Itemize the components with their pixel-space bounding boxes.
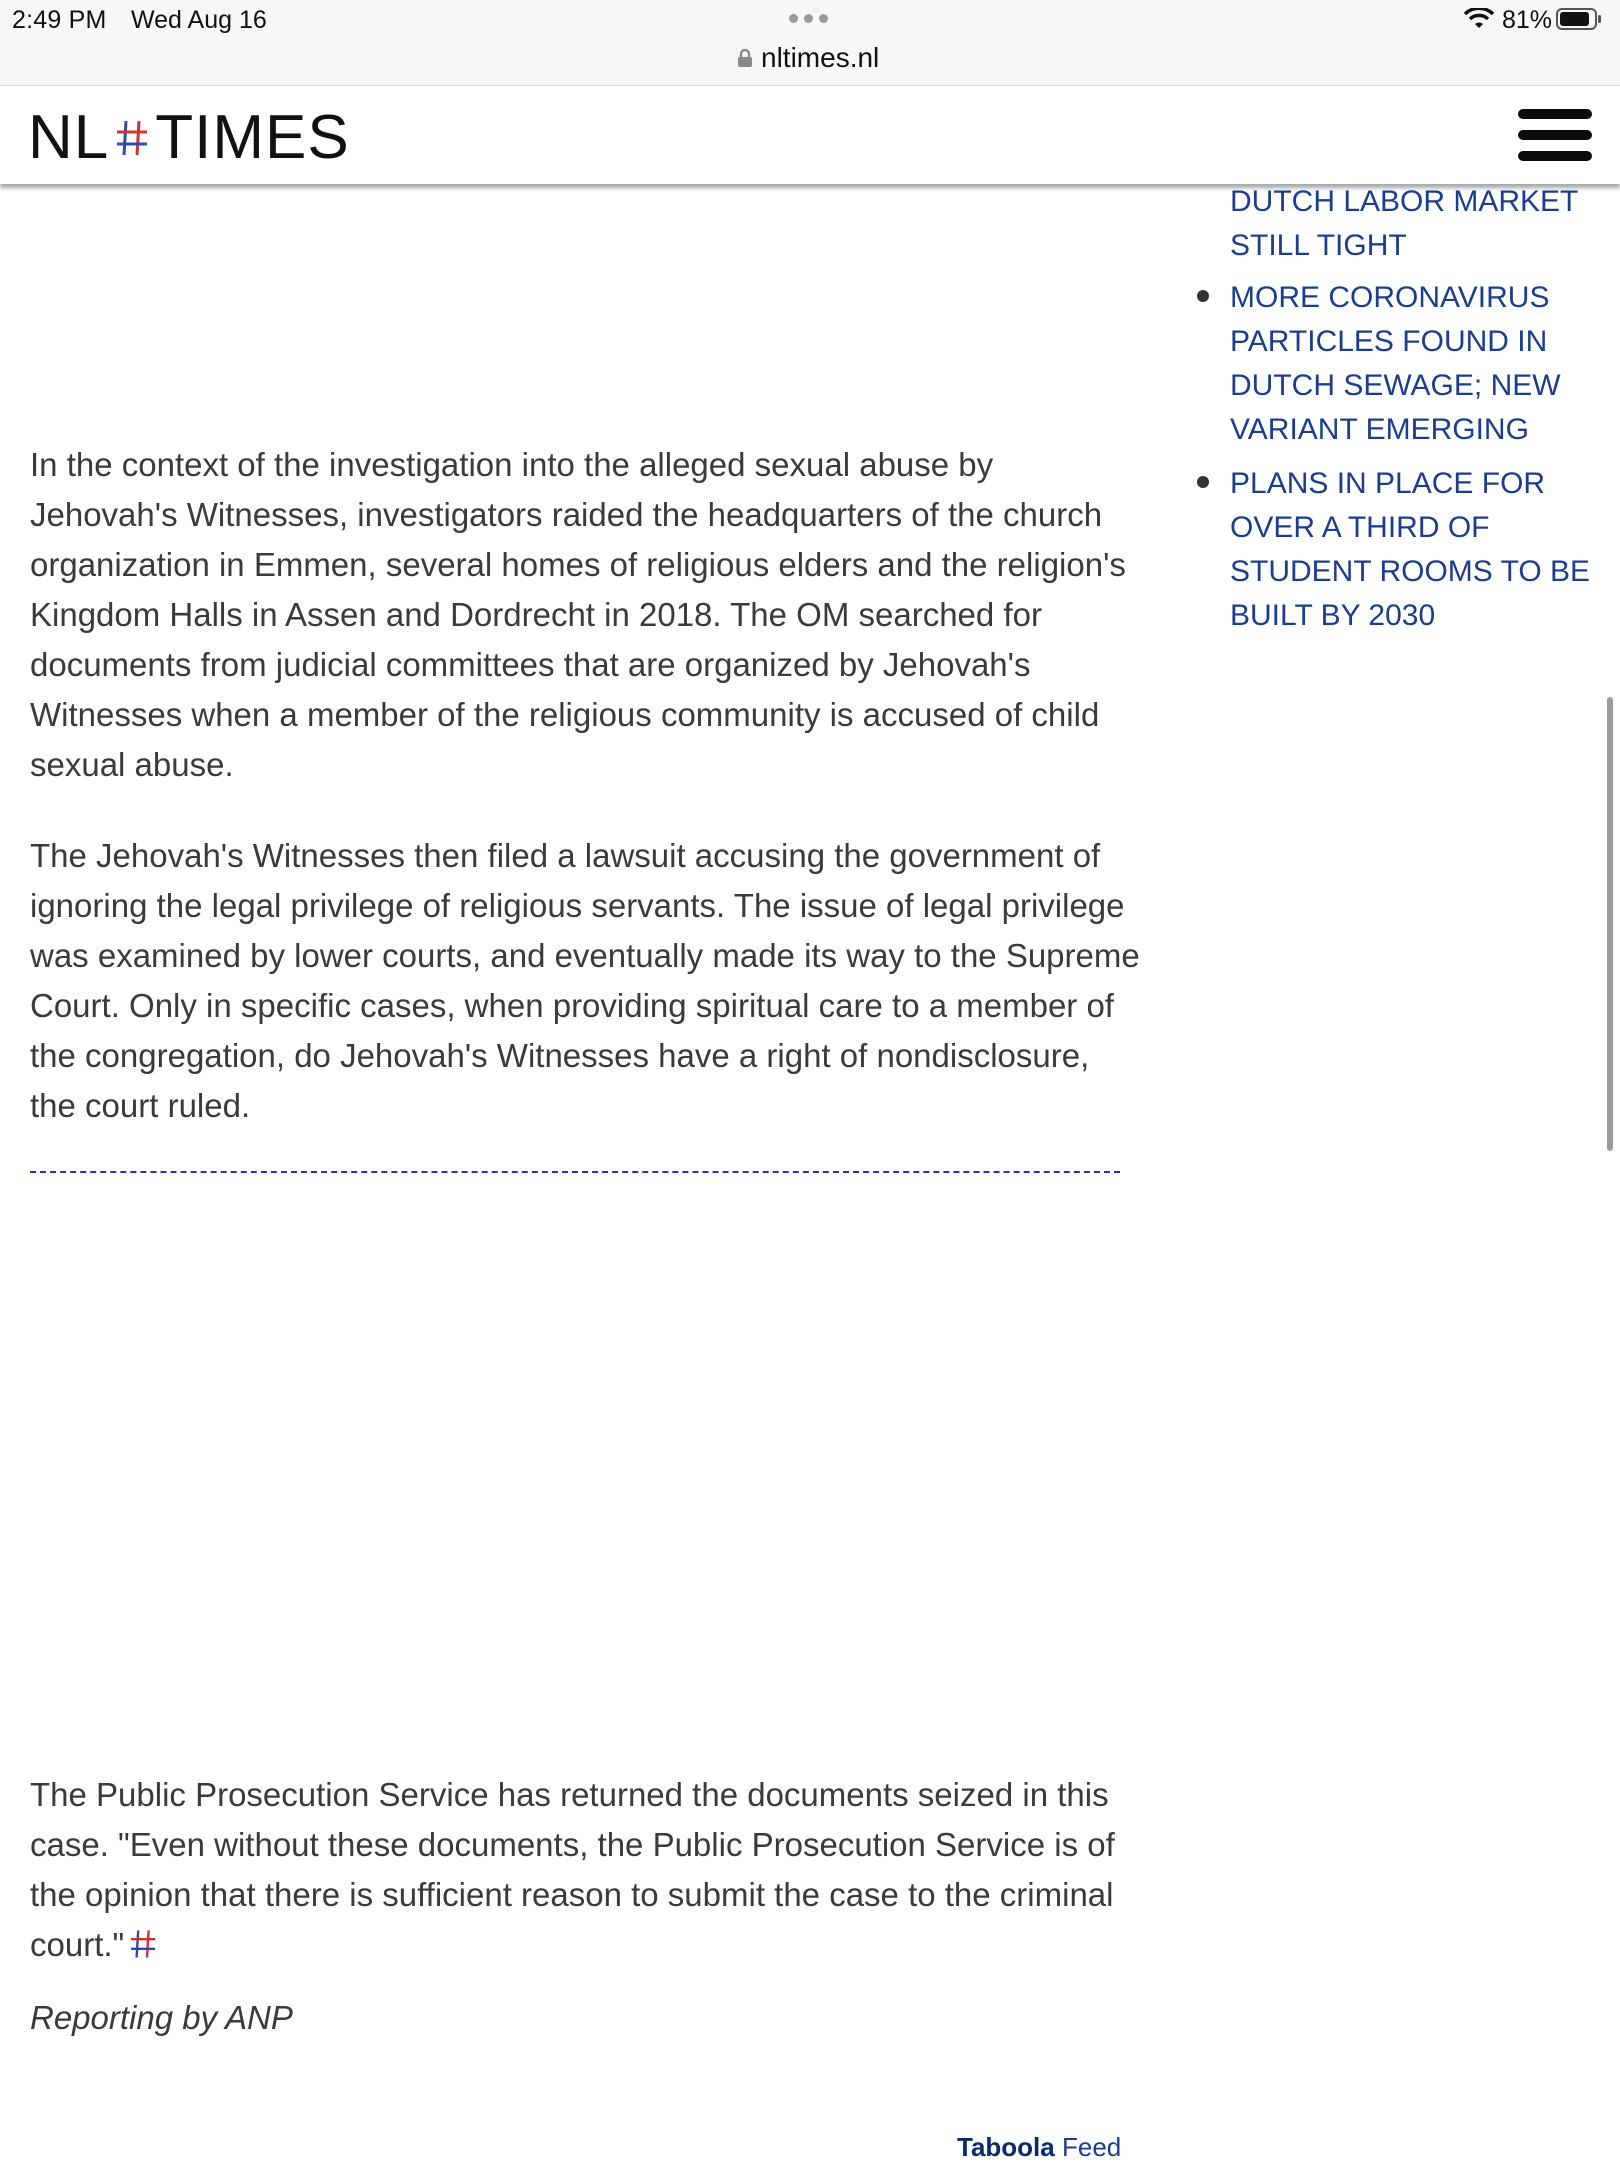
article-paragraph: In the context of the investigation into the alleged sexual abuse by Jehovah's Witnesses, investigators raided the headquarters of the church organization in Emmen, several homes of religious elders and the religion's Kingdom Halls in Assen and Dordrecht in 2018. The OM searched for documents from judicial committees that are organized by Jehovah's Witnesses when a member of the religious community is accused of child sexual abuse. [30,446,1126,783]
menu-bar-icon [1518,151,1592,161]
bullet-icon [1197,476,1209,488]
byline: Reporting by ANP [30,1999,293,2036]
multitasking-dots-icon[interactable] [789,14,828,23]
logo-text-nl: NL [28,103,110,172]
lock-icon [737,48,753,68]
battery-icon [1556,8,1602,30]
url-text: nltimes.nl [761,42,880,73]
status-time: 2:49 PM [12,6,107,34]
hamburger-menu-button[interactable] [1518,109,1592,161]
menu-bar-icon [1518,130,1592,140]
menu-bar-icon [1518,109,1592,119]
browser-status-bar [0,0,1620,86]
page-scrollbar[interactable] [1607,697,1613,1151]
taboola-feed-label[interactable] [957,2132,1121,2163]
wifi-icon [1464,8,1494,30]
article-paragraph-final [30,1770,1140,1970]
hash-end-mark-icon [128,1928,158,1960]
logo-text-times: TIMES [155,103,350,172]
headline-link[interactable]: MORE CORONAVIRUS PARTICLES FOUND IN DUTCH SEWAGE; NEW VARIANT EMERGING [1230,281,1561,446]
bullet-icon [1197,290,1209,302]
address-bar[interactable] [737,42,879,74]
feed-label: Feed [1061,2132,1122,2162]
site-header [0,86,1620,184]
taboola-logo: Taboola [957,2132,1055,2162]
battery-percent: 81% [1502,6,1553,34]
article-paragraph: The Jehovah's Witnesses then filed a lawsuit accusing the government of ignoring the legal privilege of religious servants. The issue of legal privilege was examined by lower courts, and eventually made its way to the Supreme Court. Only in specific cases, when providing spiritual care to a member of the congregation, do Jehovah's Witnesses have a right of nondisclosure, the court ruled. [30,837,1140,1124]
headline-link[interactable]: DUTCH LABOR MARKET STILL TIGHT [1230,185,1578,262]
hash-logo-icon [115,118,149,158]
section-divider [30,1171,1120,1173]
headline-link[interactable]: PLANS IN PLACE FOR OVER A THIRD OF STUDENT ROOMS TO BE BUILT BY 2030 [1230,467,1591,632]
article-paragraph-text: The Public Prosecution Service has returned the documents seized in this case. "Even without these documents, the Public Prosecution Service is of the opinion that there is sufficient reason to submit the case to the criminal court." [30,1776,1115,1963]
status-date: Wed Aug 16 [131,6,267,34]
site-logo[interactable] [28,102,350,173]
